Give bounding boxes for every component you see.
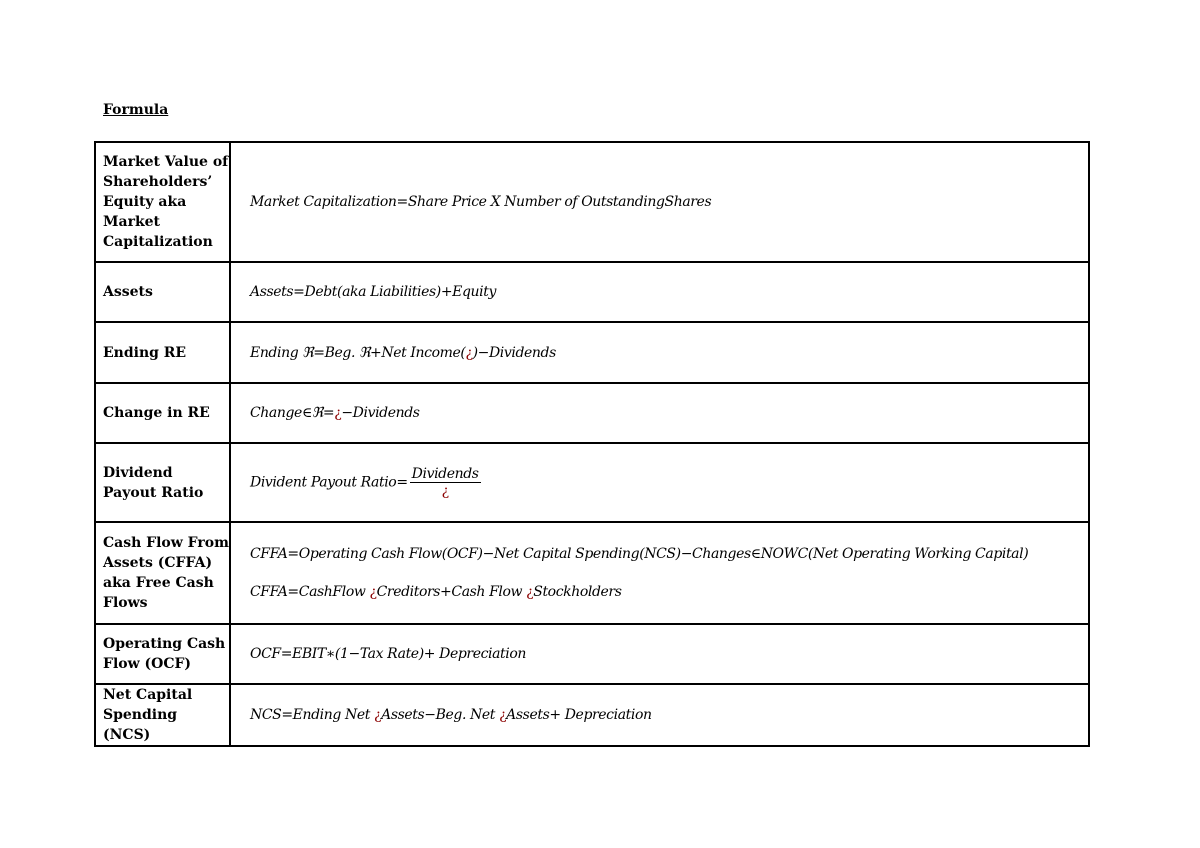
formula-symbol: ¿ xyxy=(374,707,382,723)
row-formula: OCF=EBIT∗(1−Tax Rate)+ Depreciation xyxy=(230,624,1089,684)
fraction xyxy=(410,466,481,499)
formula-part: CFFA=CashFlow xyxy=(250,584,370,600)
formula-line-1: CFFA=Operating Cash Flow(OCF)−Net Capital Spending(NCS)−Changes∈NOWC(Net Operating Working Capital) xyxy=(250,546,1029,562)
row-label: Assets xyxy=(95,262,230,322)
row-formula: Market Capitalization=Share Price X Number of OutstandingShares xyxy=(230,142,1089,262)
formula-part: Stockholders xyxy=(533,584,622,600)
formula-part: Change∈ℜ= xyxy=(250,405,335,421)
formula-part: NCS=Ending Net xyxy=(250,707,374,723)
row-formula xyxy=(230,322,1089,383)
row-label: Change in RE xyxy=(95,383,230,443)
row-label: Cash Flow From Assets (CFFA) aka Free Cash Flows xyxy=(95,522,230,624)
row-label: Operating Cash Flow (OCF) xyxy=(95,624,230,684)
formula-symbol: ¿ xyxy=(499,707,507,723)
formula-symbol: ¿ xyxy=(369,584,377,600)
page-heading: Formula xyxy=(103,102,169,118)
formula-part: Assets+ Depreciation xyxy=(506,707,652,723)
fraction-denominator: ¿ xyxy=(441,483,449,499)
row-formula xyxy=(230,684,1089,746)
formula-part: Ending ℜ=Beg. ℜ+Net Income( xyxy=(250,344,466,361)
table-row-ncs xyxy=(95,684,1089,746)
table-row-assets xyxy=(95,262,1089,322)
fraction-numerator: Dividends xyxy=(411,466,479,482)
formula-part: Creditors+Cash Flow xyxy=(376,584,527,600)
table-row-change-re xyxy=(95,383,1089,443)
table-row-ocf xyxy=(95,624,1089,684)
formula-symbol: ¿ xyxy=(465,344,473,361)
table-row-cffa xyxy=(95,522,1089,624)
formula-part: Assets−Beg. Net xyxy=(381,707,500,723)
row-label: Dividend Payout Ratio xyxy=(95,443,230,522)
table-row-market-cap xyxy=(95,142,1089,262)
row-formula xyxy=(230,443,1089,522)
formula-symbol: ¿ xyxy=(526,584,534,600)
formula-part: )−Dividends xyxy=(472,344,556,361)
table-row-ending-re xyxy=(95,322,1089,383)
formula-part: −Dividends xyxy=(341,405,420,421)
row-label: Ending RE xyxy=(95,322,230,383)
row-formula: Assets=Debt(aka Liabilities)+Equity xyxy=(230,262,1089,322)
row-formula xyxy=(230,522,1089,624)
row-formula xyxy=(230,383,1089,443)
formula-table xyxy=(94,141,1090,747)
formula-symbol: ¿ xyxy=(334,405,342,421)
formula-part: Divident Payout Ratio= xyxy=(250,474,408,491)
row-label: Net Capital Spending (NCS) xyxy=(95,684,230,746)
row-label: Market Value of Shareholders’ Equity aka Market Capitalization xyxy=(95,142,230,262)
table-row-dividend-payout xyxy=(95,443,1089,522)
formula-line-2 xyxy=(250,584,1088,600)
